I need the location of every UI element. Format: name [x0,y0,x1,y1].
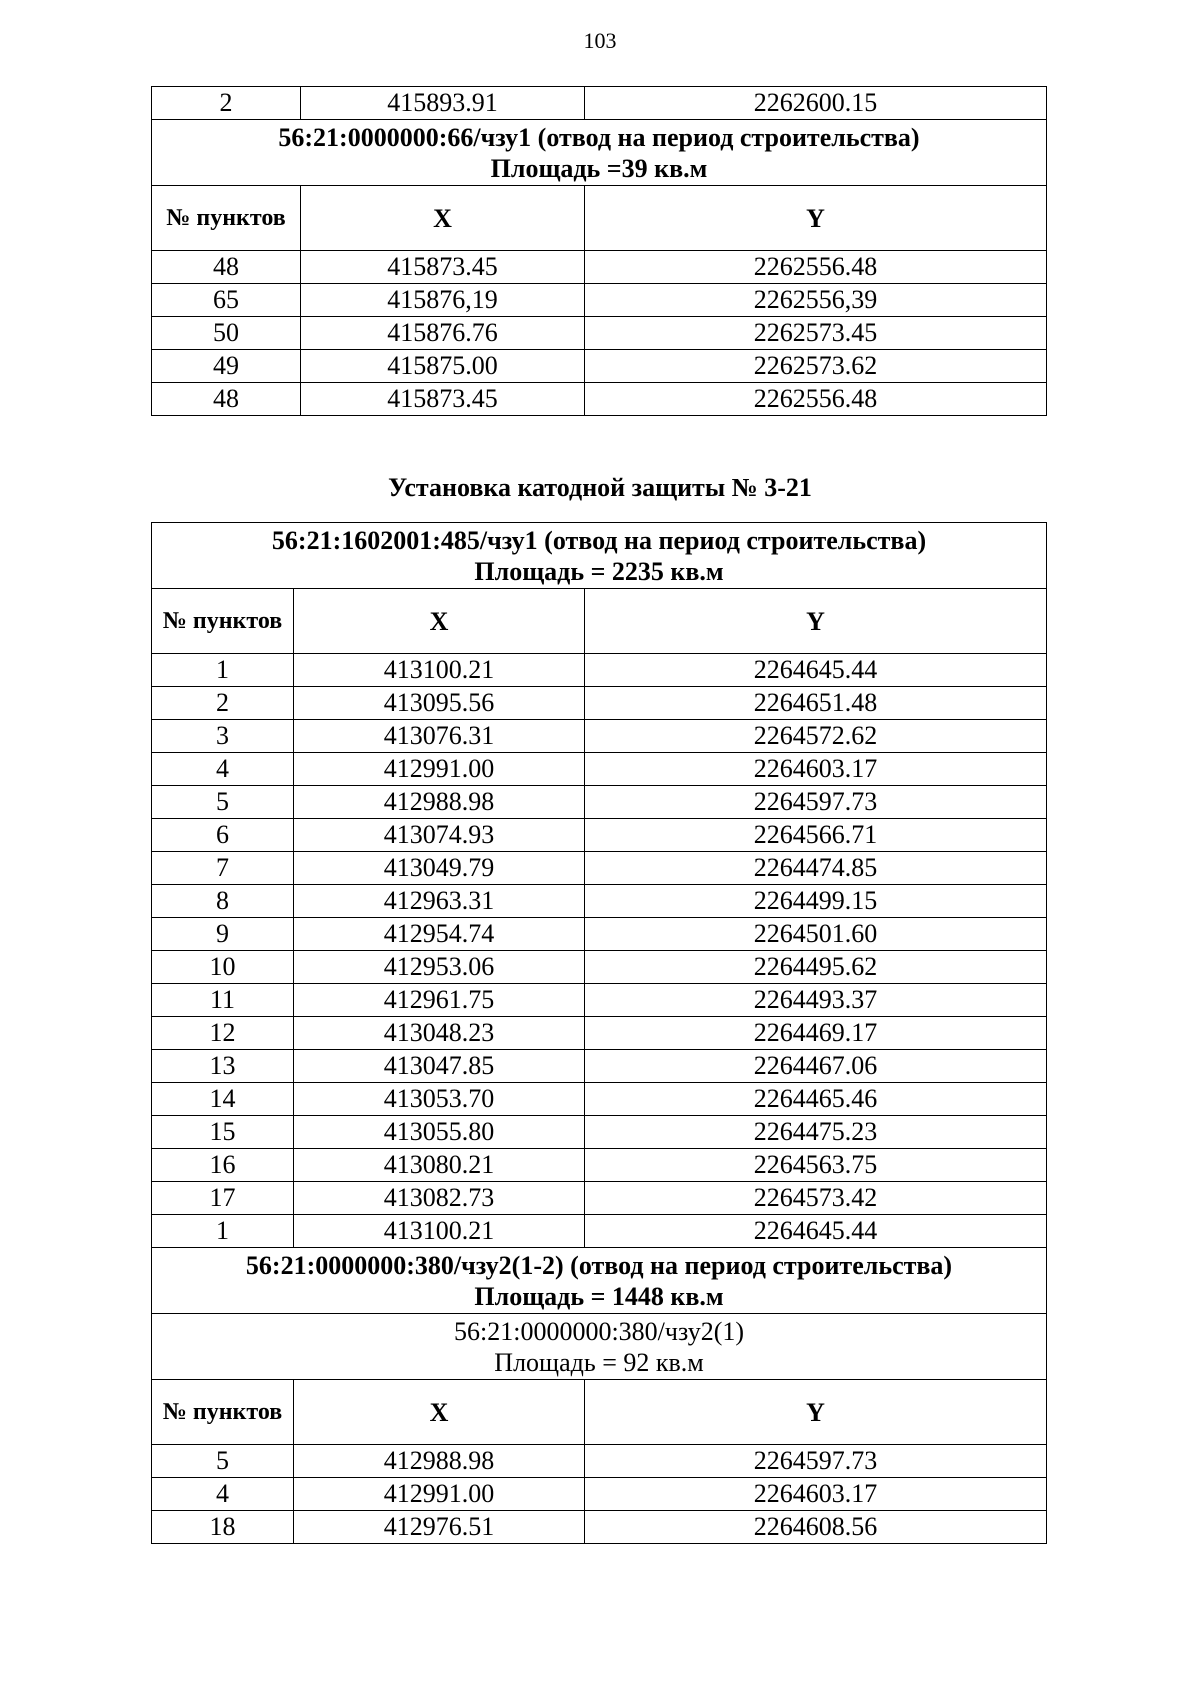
x-cell: 415873.45 [301,383,585,416]
point-number-cell: 12 [152,1017,294,1050]
table-row [152,918,1047,951]
table-row [152,284,1047,317]
page-number: 103 [583,28,617,53]
x-cell: 415876,19 [301,284,585,317]
x-cell: 413055.80 [294,1116,585,1149]
table-row [152,1149,1047,1182]
y-cell: 2264603.17 [585,1478,1047,1511]
y-cell: 2264645.44 [585,1215,1047,1248]
point-number-cell: 1 [152,654,294,687]
y-cell: 2264597.73 [585,786,1047,819]
header-point-number: № пунктов [152,1380,294,1445]
point-number-cell: 50 [152,317,301,350]
subsection-title: 56:21:0000000:380/чзу2(1) [454,1316,745,1346]
table-row [152,687,1047,720]
y-cell: 2264566.71 [585,819,1047,852]
x-cell: 413048.23 [294,1017,585,1050]
x-cell: 415893.91 [301,87,585,120]
y-cell: 2264597.73 [585,1445,1047,1478]
subsection-row [152,1314,1047,1380]
point-number-cell: 15 [152,1116,294,1149]
x-cell: 415873.45 [301,251,585,284]
table-row [152,819,1047,852]
y-cell: 2264608.56 [585,1511,1047,1544]
point-number-cell: 10 [152,951,294,984]
point-number-cell: 2 [152,687,294,720]
y-cell: 2264572.62 [585,720,1047,753]
y-cell: 2262573.45 [585,317,1047,350]
header-y: Y [585,1380,1047,1445]
point-number-cell: 11 [152,984,294,1017]
section-title-cell [152,1248,1047,1314]
header-row [152,1380,1047,1445]
x-cell: 413100.21 [294,654,585,687]
point-number-cell: 6 [152,819,294,852]
header-x: X [301,186,585,251]
x-cell: 413100.21 [294,1215,585,1248]
table-row [152,885,1047,918]
section-title-cell [152,523,1047,589]
point-number-cell: 65 [152,284,301,317]
x-cell: 413076.31 [294,720,585,753]
header-y: Y [585,589,1047,654]
y-cell: 2264467.06 [585,1050,1047,1083]
point-number-cell: 48 [152,251,301,284]
y-cell: 2264495.62 [585,951,1047,984]
table-row [152,654,1047,687]
header-row [152,186,1047,251]
table-row [152,753,1047,786]
y-cell: 2262556.48 [585,383,1047,416]
table-row [152,720,1047,753]
point-number-cell: 48 [152,383,301,416]
x-cell: 412988.98 [294,1445,585,1478]
point-number-cell: 7 [152,852,294,885]
section-area: Площадь =39 кв.м [490,153,708,183]
y-cell: 2264501.60 [585,918,1047,951]
point-number-cell: 3 [152,720,294,753]
section-row [152,1248,1047,1314]
x-cell: 413053.70 [294,1083,585,1116]
table-row [152,317,1047,350]
section-title-cell [152,120,1047,186]
y-cell: 2262600.15 [585,87,1047,120]
header-y: Y [585,186,1047,251]
y-cell: 2264474.85 [585,852,1047,885]
header-point-number: № пунктов [152,589,294,654]
x-cell: 412976.51 [294,1511,585,1544]
x-cell: 413047.85 [294,1050,585,1083]
x-cell: 415875.00 [301,350,585,383]
x-cell: 412953.06 [294,951,585,984]
table-row [152,1116,1047,1149]
table-row [152,951,1047,984]
y-cell: 2264603.17 [585,753,1047,786]
y-cell: 2262556,39 [585,284,1047,317]
table-row [152,852,1047,885]
point-number-cell: 49 [152,350,301,383]
coordinates-table-chzu-66 [151,86,1047,416]
table-row [152,1511,1047,1544]
header-x: X [294,589,585,654]
table-row [152,984,1047,1017]
section-row [152,523,1047,589]
point-number-cell: 13 [152,1050,294,1083]
point-number-cell: 8 [152,885,294,918]
subsection-area: Площадь = 92 кв.м [494,1347,704,1377]
y-cell: 2264573.42 [585,1182,1047,1215]
x-cell: 412954.74 [294,918,585,951]
point-number-cell: 18 [152,1511,294,1544]
x-cell: 412988.98 [294,786,585,819]
point-number-cell: 9 [152,918,294,951]
y-cell: 2262556.48 [585,251,1047,284]
table-row [152,786,1047,819]
y-cell: 2264475.23 [585,1116,1047,1149]
point-number-cell: 14 [152,1083,294,1116]
coordinates-table-cathodic-protection [151,522,1047,1544]
point-number-cell: 4 [152,753,294,786]
table-row [152,350,1047,383]
point-number-cell: 16 [152,1149,294,1182]
table-row [152,251,1047,284]
x-cell: 413049.79 [294,852,585,885]
point-number-cell: 5 [152,1445,294,1478]
table-row [152,1445,1047,1478]
y-cell: 2264563.75 [585,1149,1047,1182]
x-cell: 413080.21 [294,1149,585,1182]
point-number-cell: 17 [152,1182,294,1215]
point-number-cell: 2 [152,87,301,120]
y-cell: 2264499.15 [585,885,1047,918]
y-cell: 2264645.44 [585,654,1047,687]
table-row [152,1017,1047,1050]
y-cell: 2264493.37 [585,984,1047,1017]
table-row [152,383,1047,416]
section-area: Площадь = 2235 кв.м [474,556,724,586]
section-row [152,120,1047,186]
x-cell: 412963.31 [294,885,585,918]
y-cell: 2262573.62 [585,350,1047,383]
x-cell: 412991.00 [294,1478,585,1511]
table-row [152,1083,1047,1116]
section-title: 56:21:0000000:66/чзу1 (отвод на период строительства) [278,122,920,152]
x-cell: 413095.56 [294,687,585,720]
header-row [152,589,1047,654]
x-cell: 413074.93 [294,819,585,852]
x-cell: 413082.73 [294,1182,585,1215]
section-title: 56:21:0000000:380/чзу2(1-2) (отвод на период строительства) [245,1250,953,1280]
section-title: 56:21:1602001:485/чзу1 (отвод на период строительства) [271,525,927,555]
subsection-title-cell [152,1314,1047,1380]
section-area: Площадь = 1448 кв.м [474,1281,724,1311]
header-x: X [294,1380,585,1445]
header-point-number: № пунктов [152,186,301,251]
section-heading: Установка катодной защиты № 3-21 [388,473,812,502]
y-cell: 2264651.48 [585,687,1047,720]
table-row [152,1478,1047,1511]
table-row [152,1215,1047,1248]
y-cell: 2264469.17 [585,1017,1047,1050]
table-row [152,1050,1047,1083]
point-number-cell: 5 [152,786,294,819]
table-row [152,1182,1047,1215]
point-number-cell: 4 [152,1478,294,1511]
table-row [152,87,1047,120]
y-cell: 2264465.46 [585,1083,1047,1116]
x-cell: 412961.75 [294,984,585,1017]
x-cell: 415876.76 [301,317,585,350]
x-cell: 412991.00 [294,753,585,786]
point-number-cell: 1 [152,1215,294,1248]
